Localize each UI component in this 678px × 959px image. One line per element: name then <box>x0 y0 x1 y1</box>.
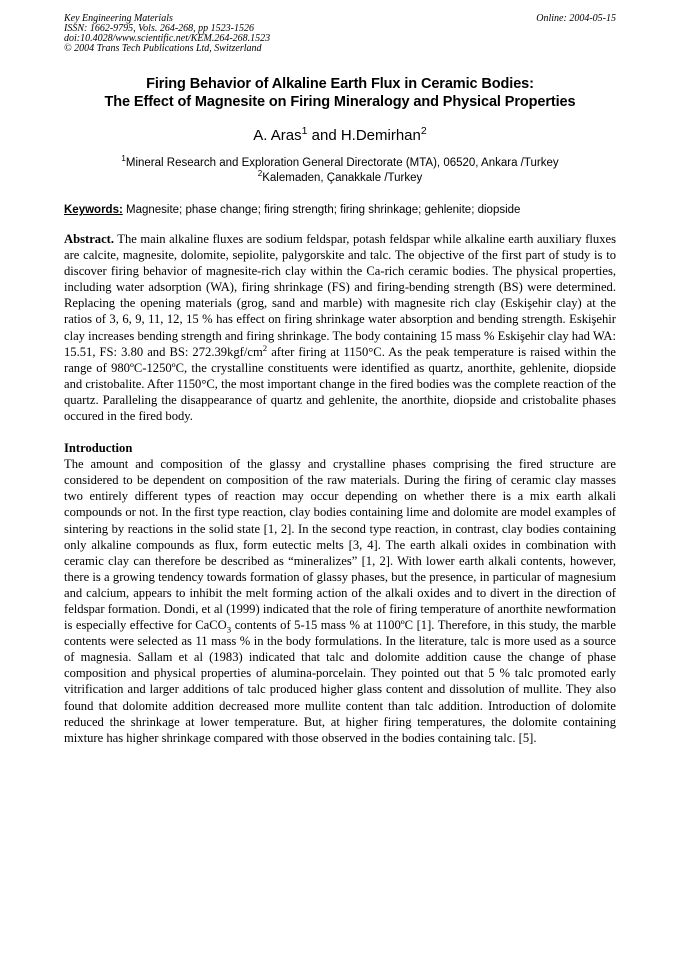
affiliation-2 <box>64 168 616 186</box>
keywords-text: Magnesite; phase change; firing strength; firing shrinkage; gehlenite; diopside <box>122 204 521 216</box>
author-2-affiliation-mark: 2 <box>420 125 427 137</box>
journal-copyright: © 2004 Trans Tech Publications Ltd, Switzerland <box>64 43 262 54</box>
abstract-text-1: The main alkaline fluxes are sodium feldspar, potash feldspar while alkaline earth auxiliary fluxes are calcite, magnesite, dolomite, sepiolite, palygorskite and talc. The objective of the first part of study is to discover firing behavior of magnesite-rich clay within the Ca-rich ceramic bodies. The physical properties, including water adsorption (WA), firing shrinkage (FS) and firing-bending strength (BS) were determined. Replacing the opening materials (grog, sand and marble) with magnesite rich clay (Eskişehir clay) at the ratios of 3, 6, 9, 11, 12, 15 % has effect on firing shrinkage water absorption and bending strength. Eskişehir clay increases bending strength and firing shrinkage. The body containing 15 mass % Eskişehir clay had WA: 15.51, FS: 3.80 and BS: 272.39kgf/cm <box>64 232 616 359</box>
affiliation-2-text: Kalemaden, Çanakkale /Turkey <box>262 171 423 184</box>
introduction-body <box>64 456 616 746</box>
abstract-text-2: after firing at 1150°C. As the peak temperature is raised within the range of 980ºC-1250ºC, the crystalline constituents were identified as quartz, anorthite, gehlenite, diopside and cristobalite. After 1150°C, the most important change in the fired bodies was the complete reaction of the quartz. Paralleling the disappearance of quartz and gehlenite, the anorthite, diopside and cristobalite phases occured in the fired body. <box>64 344 616 424</box>
paper-title <box>64 75 616 111</box>
affiliation-2-mark: 2 <box>257 168 263 178</box>
author-2: H.Demirhan <box>340 127 421 144</box>
author-conjunction: and <box>307 127 341 144</box>
author-1-affiliation-mark: 1 <box>301 125 308 137</box>
abstract-label: Abstract. <box>64 232 115 246</box>
paper-page <box>64 14 616 746</box>
keywords-label: Keywords: <box>64 204 123 216</box>
introduction-text-1: The amount and composition of the glassy and crystalline phases comprising the fired structure are considered to be dependent on composition of the raw materials. During the firing of ceramic clay masses two entirely different types of reaction may occur depending on whether there is a mix earth alkali compounds or not. In the first type reaction, clay bodies containing lime and dolomite are model examples of sintering by reactions in the solid state [1, 2]. In the second type reaction, in contrast, clay bodies containing only alkaline compounds as flux, form eutectic melts [3, 4]. The earth alkali oxides in combination with ceramic clay can therefore be described as “mineralizes” [1, 2]. With lower earth alkali contents, however, there is a growing tendency towards formation of glassy phases, but the presence, in particular of magnesium and calcium, appears to inhibit the melt forming action of the alkali oxides and to divert in the direction of feldspar formation. Dondi, et al (1999) indicated that the role of firing temperature of anorthite newformation is especially effective for CaCO <box>64 457 616 633</box>
author-1: A. Aras <box>253 127 302 144</box>
affiliation-1-text: Mineral Research and Exploration General Directorate (MTA), 06520, Ankara /Turkey <box>125 157 559 169</box>
introduction-heading: Introduction <box>64 441 133 456</box>
affiliations <box>64 156 616 185</box>
journal-doi: doi:10.4028/www.scientific.net/KEM.264-268.1523 <box>64 33 271 44</box>
introduction-subscript: 3 <box>226 624 232 635</box>
journal-meta <box>64 14 616 54</box>
abstract-superscript: 2 <box>262 342 268 353</box>
affiliation-1 <box>64 156 616 171</box>
online-date: Online: 2004-05-15 <box>536 13 616 24</box>
title-line-1: Firing Behavior of Alkaline Earth Flux in Ceramic Bodies: <box>146 76 534 92</box>
journal-name: Key Engineering Materials <box>64 13 173 24</box>
journal-header <box>64 14 616 54</box>
journal-issn: ISSN: 1662-9795, Vols. 264-268, pp 1523-1526 <box>64 23 254 34</box>
title-line-2: The Effect of Magnesite on Firing Mineralogy and Physical Properties <box>104 94 576 110</box>
affiliation-1-mark: 1 <box>121 154 126 164</box>
author-list <box>64 127 616 145</box>
introduction-text-2: contents of 5-15 mass % at 1100ºC [1]. Therefore, in this study, the marble contents were selected as 11 mass % in the body formulations. In the literature, talc is more used as a source of magnesia. Sallam et al (1983) indicated that talc and dolomite addition cause the change of phase composition and physical properties of alumina-porcelain. They pointed out that 5 % talc promoted early vitrification and larger additions of talc produced higher glass content and dissolution of mullite. They also found that dolomite addition decreased more mullite content than talc addition. Introduction of dolomite reduced the shrinkage at lower temperature. But, at higher firing temperatures, the dolomite containing mixture has higher shrinkage compared with those observed in the bodies containing talc. [5]. <box>64 618 616 745</box>
keywords <box>64 203 616 217</box>
abstract <box>64 231 616 424</box>
